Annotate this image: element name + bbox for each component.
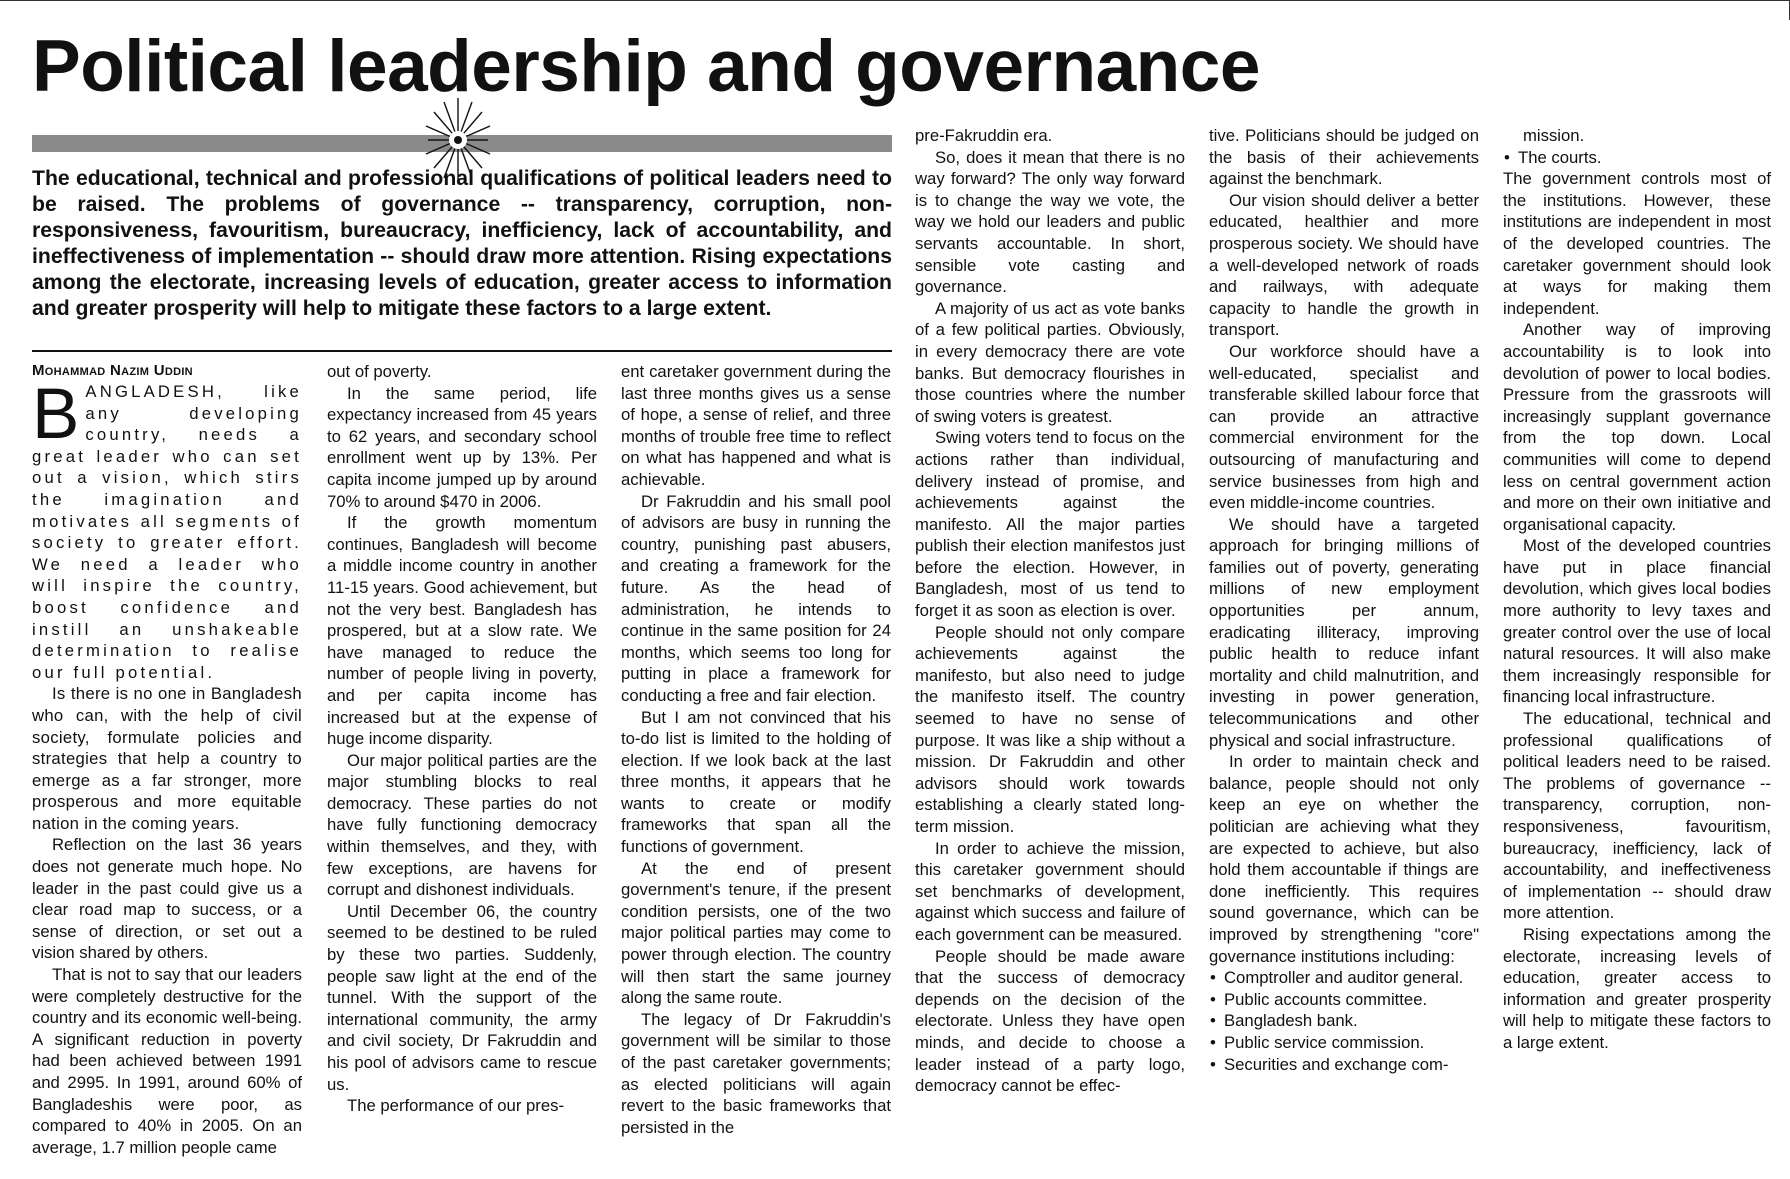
- headline: Political leadership and governance: [32, 26, 1260, 107]
- article-paragraph: tive. Politicians should be judged on the basis of their achievements against the benchmark.: [1209, 126, 1479, 189]
- bullet-item: • Comptroller and auditor general.: [1209, 967, 1479, 989]
- lead-divider: [32, 350, 892, 352]
- article-paragraph: The performance of our pres-: [347, 1096, 565, 1116]
- article-paragraph: But I am not convinced that his to-do list is limited to the holding of election. If we look back at the last three months, it appears that he wants to create or modify frameworks that span all the functions of government.: [621, 707, 891, 857]
- article-column-2: [327, 361, 597, 1117]
- article-paragraph: Dr Fakruddin and his small pool of advisors are busy in running the country, punishing past abusers, and creating a framework for the future. As the head of administration, he intends to continue in the same position for 24 months, which seems too long for putting in place a framework for conducting a free and fair election.: [621, 491, 891, 705]
- lead-paragraph: The educational, technical and professional qualifications of political leaders need to be raised. The problems of governance -- transparency, corruption, non-responsiveness, favouritism, bureaucracy, inefficiency, lack of accountability, and ineffectiveness of implementation -- should draw more attention. Rising expectations among the electorate, increasing levels of education, greater access to information and greater prosperity will help to mitigate these factors to a large extent.: [32, 167, 892, 320]
- article-paragraph: Most of the developed countries have put in place financial devolution, which gives local bodies more authority to levy taxes and greater control over the use of local natural resources. It will also make them increasingly responsible for financing local infrastructure.: [1503, 536, 1771, 707]
- byline: Mohammad Nazim Uddin: [32, 362, 193, 379]
- article-paragraph: Swing voters tend to focus on the actions rather than individual, delivery instead of promise, and achievements against the manifesto. All the major parties publish their election manifestos just before the election. However, in Bangladesh, most of us tend to forget it as soon as election is over.: [915, 428, 1185, 621]
- article-paragraph: The government controls most of the institutions. However, these institutions are independent in most of the developed countries. The caretaker government should look at ways for making them independent.: [1503, 169, 1771, 318]
- article-paragraph: In order to achieve the mission, this caretaker government should set benchmarks of development, against which success and failure of each government can be measured.: [915, 838, 1185, 944]
- article-paragraph: A majority of us act as vote banks of a few political parties. Obviously, in every democracy there are vote banks. But democracy flourishes in those countries where the number of swing voters is greatest.: [915, 298, 1185, 426]
- article-paragraph: That is not to say that our leaders were completely destructive for the country and its economic well-being. A significant reduction in poverty had been achieved between 1991 and 2995. In 1991, around 60% of Bangladeshis were poor, as compared to 40% in 2005. On an average, 1.7 million people came: [32, 965, 302, 1157]
- article-paragraph: Rising expectations among the electorate, increasing levels of education, greater access to information and greater prosperity will help to mitigate these factors to a large extent.: [1503, 924, 1771, 1052]
- article-paragraph: The legacy of Dr Fakruddin's government will be similar to those of the past caretaker governments; as elected politicians will again revert to the basic frameworks that persisted in the: [621, 1009, 891, 1137]
- article-paragraph: If the growth momentum continues, Bangladesh will become a middle income country in another 11-15 years. Good achievement, but not the very best. Bangladesh has prospered, but at a slow rate. We have managed to reduce the number of people living in poverty, and per capita income has increased but at the expense of huge income disparity.: [327, 513, 597, 749]
- article-paragraph: mission.: [1523, 126, 1585, 145]
- bullet-item: • The courts.: [1503, 147, 1771, 169]
- article-paragraph: Is there is no one in Bangladesh who can, with the help of civil society, formulate policies and strategies that help a country to emerge as a far stronger, more prosperous and more equitable nation in the coming years.: [32, 684, 302, 833]
- article-paragraph: BANGLADESH, like any developing country, needs a great leader who can set out a vision, which stirs the imagination and motivates all segments of society to greater effort. We need a leader who will inspire the country, boost confidence and instill an unshakeable determination to realise our full potential.: [32, 375, 302, 682]
- article-paragraph: ent caretaker government during the last three months gives us a sense of hope, a sense of relief, and three months of trouble free time to reflect on what has happened and what is achievable.: [621, 362, 891, 489]
- top-border: [0, 0, 1790, 4]
- article-column-1: [32, 361, 302, 1158]
- article-paragraph: We should have a targeted approach for bringing millions of families out of poverty, generating millions of new employment opportunities per annum, eradicating illiteracy, improving public health to reduce infant mortality and child malnutrition, and investing in power generation, telecommunications and other physical and social infrastructure.: [1209, 514, 1479, 750]
- article-paragraph: Our vision should deliver a better educated, healthier and more prosperous society. We should have a well-developed network of roads and railways, with adequate capacity to handle the growth in transport.: [1209, 190, 1479, 340]
- article-paragraph: Reflection on the last 36 years does not generate much hope. No leader in the past could give us a clear road map to success, or a sense of direction, or set out a vision shared by others.: [32, 835, 302, 963]
- article-paragraph: In order to maintain check and balance, people should not only keep an eye on whether the politician are achieving what they are expected to achieve, but also hold them accountable if things are done inefficiently. This requires sound governance, which can be improved by strengthening "core" governance institutions including:: [1209, 752, 1479, 966]
- article-paragraph: The educational, technical and professional qualifications of political leaders need to be raised. The problems of governance -- transparency, corruption, non-responsiveness, favouritism, bureaucracy, inefficiency, lack of accountability, and ineffectiveness of implementation -- should draw more attention.: [1503, 709, 1771, 923]
- article-paragraph: So, does it mean that there is no way forward? The only way forward is to change the way we vote, the way we hold our leaders and public servants accountable. In short, sensible vote casting and governance.: [915, 147, 1185, 297]
- article-column-3: [621, 361, 891, 1138]
- article-paragraph: pre-Fakruddin era.: [915, 126, 1053, 145]
- article-column-6: [1503, 125, 1771, 1054]
- article-paragraph: Another way of improving accountability is to look into devolution of power to local bodies. Pressure from the grassroots will increasingly supplant governance from the top down. Local communities will come to depend less on central government action and more on their own initiative and organisational capacity.: [1503, 320, 1771, 534]
- article-paragraph: Our workforce should have a well-educated, specialist and transferable skilled labour force that can provide an attractive commercial environment for the outsourcing of manufacturing and service businesses from high and even middle-income countries.: [1209, 341, 1479, 513]
- article-paragraph: People should be made aware that the success of democracy depends on the decision of the electorate. Unless they have open minds, and decide to choose a leader instead of a party logo, democracy cannot be effec-: [915, 946, 1185, 1096]
- bullet-item: • Bangladesh bank.: [1209, 1010, 1479, 1032]
- article-paragraph: At the end of present government's tenure, if the present condition persists, one of the two major political parties may come to power through election. The country will then start the same journey along the same route.: [621, 858, 891, 1008]
- bullet-item: • Public accounts committee.: [1209, 989, 1479, 1011]
- article-paragraph: out of poverty.: [327, 362, 432, 381]
- article-paragraph: Until December 06, the country seemed to be destined to be ruled by these two parties. Suddenly, people saw light at the end of the tunnel. With the support of the international community, the army and civil society, Dr Fakruddin and his pool of advisors came to rescue us.: [327, 901, 597, 1094]
- bullet-item: • Securities and exchange com-: [1209, 1054, 1479, 1076]
- drop-cap: B: [32, 375, 80, 454]
- article-paragraph: People should not only compare achievements against the manifesto, but also need to judge the manifesto itself. The country seemed to have no sense of purpose. It was like a ship without a mission. Dr Fakruddin and other advisors should work towards establishing a clearly stated long-term mission.: [915, 622, 1185, 836]
- bullet-item: • Public service commission.: [1209, 1032, 1479, 1054]
- article-paragraph: In the same period, life expectancy increased from 45 years to 62 years, and secondary school enrollment went up by 13%. Per capita income jumped up by around 70% to around $470 in 2006.: [327, 383, 597, 511]
- article-paragraph: Our major political parties are the major stumbling blocks to real democracy. These parties do not have fully functioning democracy within themselves, and they, with few exceptions, are havens for corrupt and dishonest individuals.: [327, 750, 597, 900]
- article-column-5: [1209, 125, 1479, 1075]
- article-column-4: [915, 125, 1185, 1097]
